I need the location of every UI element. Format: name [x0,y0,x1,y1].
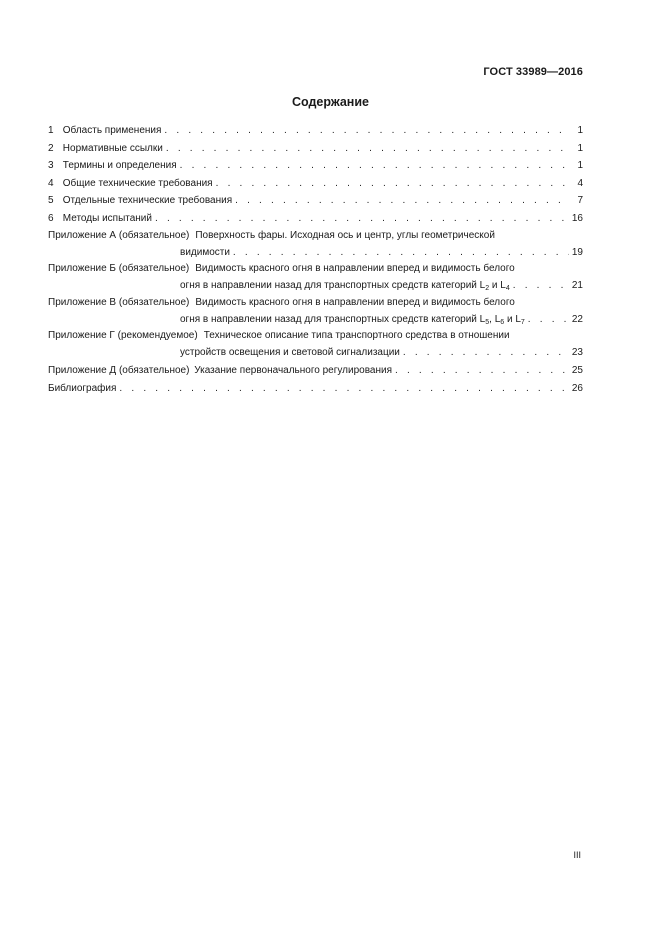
toc-entry-title: Отдельные технические требования [62,195,233,207]
dot-leader [528,311,569,329]
appendix-label: Приложение А (обязательное) [48,229,190,241]
appendix-title-line2: устройств освещения и световой сигнализации [180,347,400,359]
toc-entry-number: 1 [48,125,54,136]
toc-entry-1[interactable] [48,122,583,140]
toc-entry-4[interactable] [48,175,583,193]
appendix-title-line2: огня в направлении назад для транспортных средств категорий $L_2$ и $L_4$ [180,280,510,293]
toc-entry-3[interactable] [48,157,583,175]
toc-entry-2[interactable] [48,140,583,158]
toc-bibliography[interactable] [48,380,583,398]
dot-leader [235,192,570,210]
dot-leader [513,277,569,295]
toc-appendix-a[interactable] [48,228,583,262]
appendix-title-line2: огня в направлении назад для транспортных средств категорий $L_5$, $L_6$ и $L_7$ [180,313,525,326]
toc-entry-page: 25 [571,364,583,376]
toc-entry-number: 5 [48,195,54,207]
appendix-title-line1: Видимость красного огня в направлении вперед и видимость белого [195,296,515,308]
toc-entry-title: Область применения [62,125,162,136]
appendix-label: Приложение Б (обязательное) [48,263,190,275]
toc-appendix-g[interactable] [48,328,583,362]
toc-entry-title: Термины и определения [62,160,177,172]
toc-entry-page: 21 [571,280,583,292]
toc-title: Содержание [291,95,369,109]
appendix-label: Приложение Д (обязательное) [48,364,190,376]
toc-entry-title: Нормативные ссылки [62,142,163,154]
appendix-title-line1: Видимость красного огня в направлении вперед и видимость белого [195,263,515,275]
toc-entry-page: 19 [571,246,583,258]
dot-leader [395,362,569,380]
appendix-title-line1: Техническое описание типа транспортного средства в отношении [203,330,510,342]
dot-leader [119,380,568,398]
dot-leader [166,140,570,158]
dot-leader [180,157,570,175]
appendix-label: Приложение Г (рекомендуемое) [48,330,198,342]
dot-leader [403,344,569,362]
table-of-contents [48,122,583,397]
toc-entry-page: 4 [577,177,583,189]
toc-entry-5[interactable] [48,192,583,210]
toc-entry-title: Общие технические требования [62,177,213,189]
toc-entry-6[interactable] [48,210,583,228]
toc-appendix-b[interactable] [48,261,583,295]
toc-appendix-d[interactable] [48,362,583,380]
toc-entry-page: 1 [577,125,583,136]
appendix-title-line2: видимости [180,246,230,258]
toc-entry-page: 26 [571,382,583,394]
toc-appendix-v[interactable] [48,295,583,329]
toc-entry-number: 6 [48,212,54,224]
dot-leader [155,210,569,228]
document-code: ГОСТ 33989—2016 [483,66,583,78]
dot-leader [164,122,570,140]
toc-entry-page: 7 [577,195,583,207]
toc-entry-page: 16 [571,212,583,224]
toc-entry-title: Методы испытаний [62,212,152,224]
appendix-label: Приложение В (обязательное) [48,296,190,308]
bibliography-title: Библиография [48,382,117,394]
dot-leader [216,175,570,193]
toc-entry-page: 1 [577,142,583,154]
dot-leader [233,244,569,262]
appendix-title-line1: Поверхность фары. Исходная ось и центр, углы геометрической [195,229,495,241]
toc-entry-page: 1 [577,160,583,172]
page-number: III [573,850,581,860]
appendix-title: Указание первоначального регулирования [194,364,392,376]
toc-entry-number: 4 [48,177,54,189]
toc-entry-page: 23 [571,347,583,359]
toc-entry-page: 22 [571,313,583,325]
toc-entry-number: 3 [48,160,54,172]
toc-entry-number: 2 [48,142,54,154]
